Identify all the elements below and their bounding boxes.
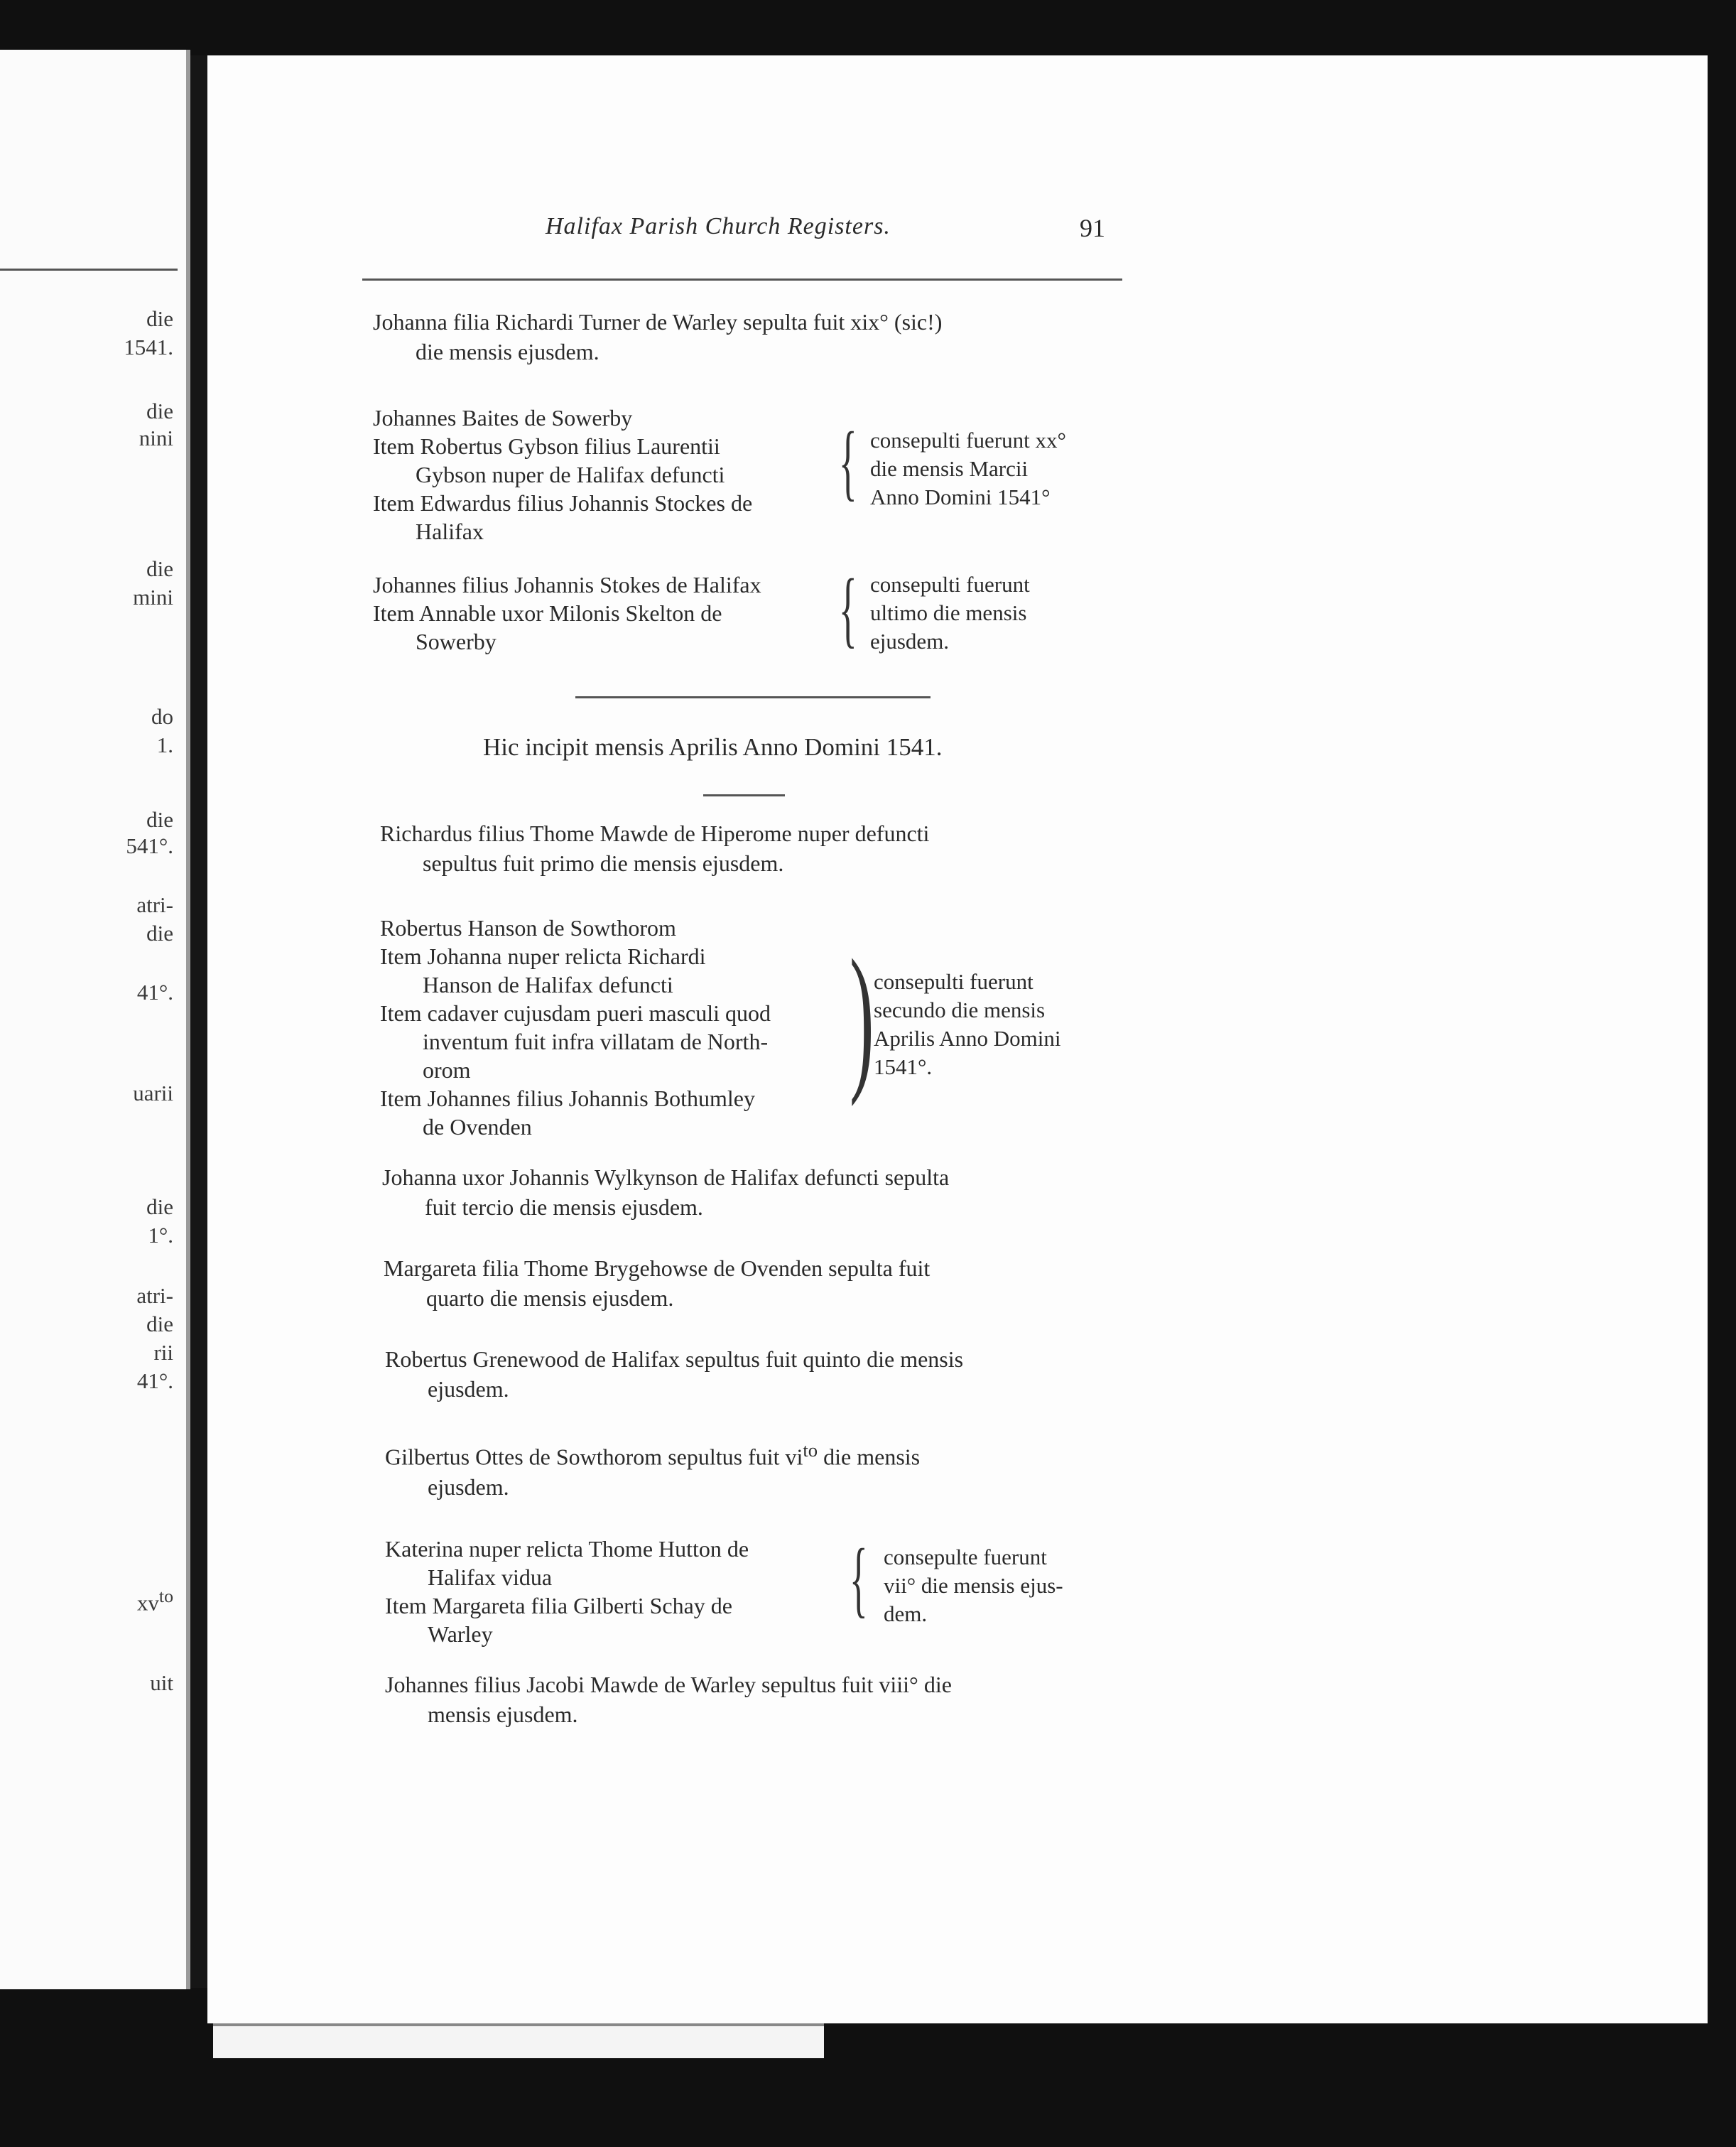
group-name-line: Robertus Hanson de Sowthorom bbox=[380, 915, 676, 941]
entry-text: Gilbertus Ottes de Sowthorom sepultus fuit vi bbox=[385, 1444, 803, 1470]
section-title-april: Hic incipit mensis Aprilis Anno Domini 1541. bbox=[483, 733, 943, 761]
entry-continuation: ejusdem. bbox=[428, 1473, 509, 1500]
left-page-fragment: nini bbox=[139, 426, 173, 450]
left-page-fragment: die bbox=[146, 1194, 173, 1219]
entry-continuation: quarto die mensis ejusdem. bbox=[426, 1285, 674, 1311]
group-note-line: Anno Domini 1541° bbox=[870, 485, 1051, 509]
left-page-fragment: atri- bbox=[136, 1283, 173, 1308]
entry-line: Johanna uxor Johannis Wylkynson de Halifax defuncti sepulta bbox=[382, 1164, 950, 1190]
section-divider bbox=[575, 696, 931, 698]
group-note-line: dem. bbox=[884, 1601, 928, 1626]
group-note bbox=[870, 426, 1112, 512]
header-rule bbox=[362, 278, 1122, 281]
left-page-fragment: 1. bbox=[156, 732, 173, 757]
book-gutter bbox=[190, 55, 207, 1988]
burial-entry-margareta-brygehowse bbox=[384, 1253, 1129, 1313]
group-note-line: consepulti fuerunt bbox=[870, 572, 1030, 597]
entry-line: Robertus Grenewood de Halifax sepultus fuit quinto die mensis bbox=[385, 1346, 964, 1372]
burial-entry-johannes-mawde bbox=[385, 1670, 1131, 1729]
entry-line: Johannes filius Jacobi Mawde de Warley sepultus fuit viii° die bbox=[385, 1672, 952, 1697]
group-note-line: ultimo die mensis bbox=[870, 600, 1027, 625]
group-names bbox=[385, 1535, 859, 1648]
entry-superscript: to bbox=[803, 1439, 818, 1461]
group-name-line: de Ovenden bbox=[423, 1114, 532, 1140]
burial-entry-robertus-grenewood bbox=[385, 1344, 1131, 1404]
group-note-line: ejusdem. bbox=[870, 629, 950, 654]
entry-text-tail: die mensis bbox=[818, 1444, 921, 1470]
group-name-line: orom bbox=[423, 1057, 471, 1083]
group-note bbox=[884, 1543, 1125, 1628]
entry-continuation: sepultus fuit primo die mensis ejusdem. bbox=[423, 850, 784, 876]
group-names bbox=[373, 404, 847, 546]
group-name-line: Item Edwardus filius Johannis Stockes de bbox=[373, 490, 753, 516]
entry-continuation: ejusdem. bbox=[428, 1376, 509, 1402]
group-note-line: secundo die mensis bbox=[874, 997, 1046, 1022]
group-name-line: Katerina nuper relicta Thome Hutton de bbox=[385, 1536, 749, 1562]
group-name-line: Item Annable uxor Milonis Skelton de bbox=[373, 600, 722, 626]
group-names bbox=[380, 914, 855, 1141]
entry-line: Margareta filia Thome Brygehowse de Ovenden sepulta fuit bbox=[384, 1255, 931, 1281]
group-name-line: Johannes Baites de Sowerby bbox=[373, 405, 633, 431]
left-page-fragment: 41°. bbox=[136, 1368, 173, 1393]
left-page-fragment: 541°. bbox=[126, 833, 173, 858]
brace-bracket: { bbox=[838, 414, 857, 509]
entry-continuation: fuit tercio die mensis ejusdem. bbox=[425, 1194, 703, 1220]
page-bottom-edge bbox=[213, 2023, 824, 2058]
left-page-fragment: die bbox=[146, 807, 173, 832]
left-page-fragment: uarii bbox=[133, 1081, 173, 1105]
left-page-fragment: die bbox=[146, 399, 173, 423]
left-page-fragment: die bbox=[146, 556, 173, 581]
left-facing-page bbox=[0, 50, 190, 1989]
group-name-line: Halifax vidua bbox=[428, 1564, 553, 1590]
entry-line: Johanna filia Richardi Turner de Warley sepulta fuit xix° (sic!) bbox=[373, 309, 943, 335]
group-name-line: Halifax bbox=[416, 519, 484, 544]
left-page-fragment: die bbox=[146, 306, 173, 331]
left-page-fragment: uit bbox=[150, 1670, 173, 1695]
brace-bracket: ) bbox=[850, 926, 874, 1107]
group-note-line: vii° die mensis ejus- bbox=[884, 1573, 1063, 1598]
left-page-fragment: atri- bbox=[136, 892, 173, 917]
entry-continuation: mensis ejusdem. bbox=[428, 1702, 578, 1727]
entry-line: Richardus filius Thome Mawde de Hiperome nuper defuncti bbox=[380, 821, 930, 846]
group-name-line: Item Johanna nuper relicta Richardi bbox=[380, 943, 706, 969]
group-note-line: Aprilis Anno Domini bbox=[874, 1026, 1061, 1051]
group-note-line: consepulti fuerunt xx° bbox=[870, 428, 1066, 453]
entry-line bbox=[385, 1435, 1131, 1472]
burial-entry-gilbertus-ottes bbox=[385, 1435, 1131, 1502]
group-name-line: Item Margareta filia Gilberti Schay de bbox=[385, 1593, 732, 1618]
group-name-line: Item Robertus Gybson filius Laurentii bbox=[373, 433, 720, 459]
group-note-line: consepulti fuerunt bbox=[874, 969, 1034, 994]
left-page-fragment: do bbox=[151, 704, 173, 729]
burial-entry-richardus-mawde bbox=[380, 818, 1126, 878]
short-divider bbox=[703, 794, 785, 796]
left-page-rule bbox=[0, 269, 178, 271]
group-name-line: Item cadaver cujusdam pueri masculi quod bbox=[380, 1000, 771, 1026]
group-name-line: Item Johannes filius Johannis Bothumley bbox=[380, 1086, 755, 1111]
group-note-line: consepulte fuerunt bbox=[884, 1545, 1047, 1569]
group-name-line: Johannes filius Johannis Stokes de Halifax bbox=[373, 572, 761, 597]
group-note bbox=[870, 570, 1112, 656]
entry-continuation: die mensis ejusdem. bbox=[416, 339, 600, 364]
group-names bbox=[373, 570, 847, 656]
left-page-fragment: $xv^{to}$ bbox=[136, 1586, 173, 1616]
group-note-line: die mensis Marcii bbox=[870, 456, 1029, 481]
burial-entry-johanna-wylkynson bbox=[382, 1162, 1128, 1222]
group-name-line: Gybson nuper de Halifax defuncti bbox=[416, 462, 725, 487]
left-page-fragment: 41°. bbox=[136, 980, 173, 1005]
group-name-line: Warley bbox=[428, 1621, 493, 1647]
left-page-fragment: rii bbox=[153, 1340, 173, 1365]
left-page-fragment: die bbox=[146, 921, 173, 946]
group-name-line: inventum fuit infra villatam de North- bbox=[423, 1029, 769, 1054]
group-name-line: Hanson de Halifax defuncti bbox=[423, 972, 673, 997]
group-name-line: Sowerby bbox=[416, 629, 497, 654]
left-page-fragment: 1541. bbox=[124, 335, 173, 359]
running-header: Halifax Parish Church Registers. bbox=[546, 213, 891, 239]
page-number: 91 bbox=[1080, 214, 1105, 242]
burial-entry-johanna-turner bbox=[373, 307, 1119, 367]
left-page-fragment: mini bbox=[133, 585, 173, 610]
left-page-fragment: 1°. bbox=[148, 1223, 173, 1248]
brace-bracket: { bbox=[838, 561, 857, 656]
brace-bracket: { bbox=[849, 1531, 868, 1626]
group-note bbox=[874, 968, 1115, 1081]
group-note-line: 1541°. bbox=[874, 1054, 933, 1079]
left-page-fragment: die bbox=[146, 1312, 173, 1336]
